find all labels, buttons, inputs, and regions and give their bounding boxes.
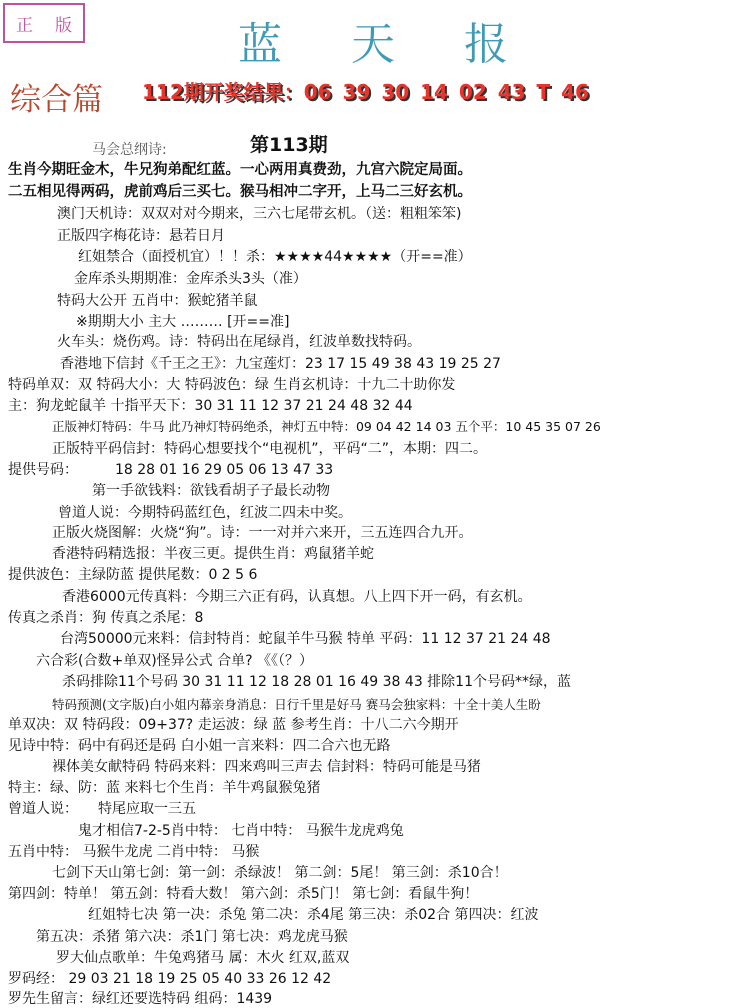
text-line: 正版火烧图解：火烧“狗”。诗：一一对并六来开，三五连四合九开。 [52, 525, 473, 541]
text-line: 第一手欲钱料：欲钱看胡子子最长动物 [92, 483, 330, 499]
text-line: 鬼才相信7-2-5肖中特： 七肖中特： 马猴牛龙虎鸡兔 [78, 823, 404, 839]
text-line: 香港地下信封《千王之王》：九宝莲灯：23 17 15 49 38 43 19 25 27 [60, 356, 501, 372]
title-char: 报 [464, 19, 508, 70]
text-line: 单双决：双 特码段：09+37? 走运波：绿 蓝 参考生肖：十八二六今期开 [8, 717, 459, 733]
text-line: 红姐禁合（面授机宜）！！杀：★★★★44★★★★（开==准） [78, 249, 472, 265]
text-line: 马会总纲诗: [92, 142, 167, 158]
text-line: 特码大公开 五肖中：猴蛇猪羊鼠 [57, 293, 258, 309]
newspaper-title [238, 10, 508, 70]
draw-result-numbers: 06 39 30 14 02 43 T 46 [303, 80, 589, 104]
stamp-char: 正 [16, 15, 33, 36]
text-line: 正版四字梅花诗：悬若日月 [57, 228, 225, 244]
text-line: 香港6000元传真料：今期三六正有码，认真想。八上四下开一码，有玄机。 [62, 589, 532, 605]
text-line: 生肖今期旺金木，牛兄狗弟配红蓝。一心两用真费劲，九宫六院定局面。 [8, 162, 472, 178]
text-line: 金库杀头期期准：金库杀头3头（准） [74, 271, 307, 287]
title-char: 天 [351, 19, 395, 70]
text-line: 台湾50000元来料：信封特肖：蛇鼠羊牛马猴 特单 平码：11 12 37 21 24 48 [60, 631, 551, 647]
stamp-char: 版 [55, 15, 72, 36]
text-line: 五肖中特： 马猴牛龙虎 二肖中特： 马猴 [8, 844, 260, 860]
draw-result [142, 76, 589, 105]
text-line: 第四剑：特单！ 第五剑：特看大数！ 第六剑：杀5门！ 第七剑：看鼠牛狗！ [8, 886, 479, 902]
text-line: 提供号码： [8, 462, 78, 478]
text-line: ※期期大小 主大 ……… [开==准] [76, 314, 290, 330]
text-line: 曾道人说： [8, 801, 78, 817]
text-line: 见诗中特：码中有码还是码 白小姐一言来料：四二合六也无路 [8, 738, 391, 754]
text-line: 传真之杀肖：狗 传真之杀尾：8 [8, 610, 204, 626]
section-label: 综合篇 [10, 82, 103, 118]
text-line: 特主：绿、防：蓝 来料七个生肖：羊牛鸡鼠猴兔猪 [8, 780, 321, 796]
text-line: 曾道人说：今期特码蓝红色，红波二四未中奖。 [58, 505, 352, 521]
text-line: 红姐特七决 第一决：杀兔 第二决：杀4尾 第三决：杀02合 第四决：红波 [88, 907, 539, 923]
text-line: 罗码经： 29 03 21 18 19 25 05 40 33 26 12 42 [8, 971, 332, 987]
authentic-stamp [3, 3, 85, 43]
text-line: 香港特码精选报：半夜三更。提供生肖：鸡鼠猪羊蛇 [52, 546, 374, 562]
text-line: 正版特平码信封：特码心想要找个“电视机”，平码“二”，本期：四二。 [52, 441, 488, 457]
text-line: 二五相见得两码，虎前鸡后三买七。猴马相冲二字开，上马二三好玄机。 [8, 184, 472, 200]
text-line: 提供波色：主绿防蓝 提供尾数：0 2 5 6 [8, 567, 258, 583]
text-line: 杀码排除11个号码 30 31 11 12 18 28 01 16 49 38 43 排除11个号码**绿，蓝 [62, 674, 571, 690]
text-line: 特码单双：双 特码大小：大 特码波色：绿 生肖玄机诗：十九二十助你发 [8, 377, 456, 393]
text-line: 罗先生留言：绿红还要选特码 组码：1439 [8, 991, 273, 1007]
text-line: 第五决：杀猪 第六决：杀1门 第七决：鸡龙虎马猴 [36, 929, 348, 945]
title-char: 蓝 [238, 19, 282, 70]
issue-number: 第113期 [250, 134, 328, 156]
text-line: 罗大仙点歌单：牛兔鸡猪马 属：木火 红双,蓝双 [56, 950, 350, 966]
text-line: 七剑下天山第七剑：第一剑：杀绿波！ 第二剑：5尾！ 第三剑：杀10合！ [52, 865, 508, 881]
text-line: 18 28 01 16 29 05 06 13 47 33 [115, 462, 334, 478]
text-line: 六合彩(合数+单双)怪异公式 合单? 《《（？） [36, 653, 313, 669]
text-line: 主：狗龙蛇鼠羊 十指平天下：30 31 11 12 37 21 24 48 32 44 [8, 398, 413, 414]
text-line: 正版神灯特码：牛马 此乃神灯特码绝杀，神灯五中特：09 04 42 14 03 五个平：10 45 35 07 26 [52, 419, 601, 434]
draw-result-prefix: 112期开奖结果： [142, 80, 304, 104]
text-line: 澳门天机诗：双双对对今期来，三六七尾带玄机。（送：粗粗笨笨) [57, 206, 462, 222]
text-line: 特码预测(文字版)白小姐内幕亲身消息：日行千里是好马 赛马会独家料：十全十美人生盼 [52, 697, 541, 712]
text-line: 裸体美女献特码 特码来料：四来鸡叫三声去 信封料：特码可能是马猪 [52, 759, 481, 775]
text-line: 火车头：烧伤鸡。诗：特码出在尾绿肖，红波单数找特码。 [57, 334, 421, 350]
text-line: 特尾应取一三五 [98, 801, 196, 817]
